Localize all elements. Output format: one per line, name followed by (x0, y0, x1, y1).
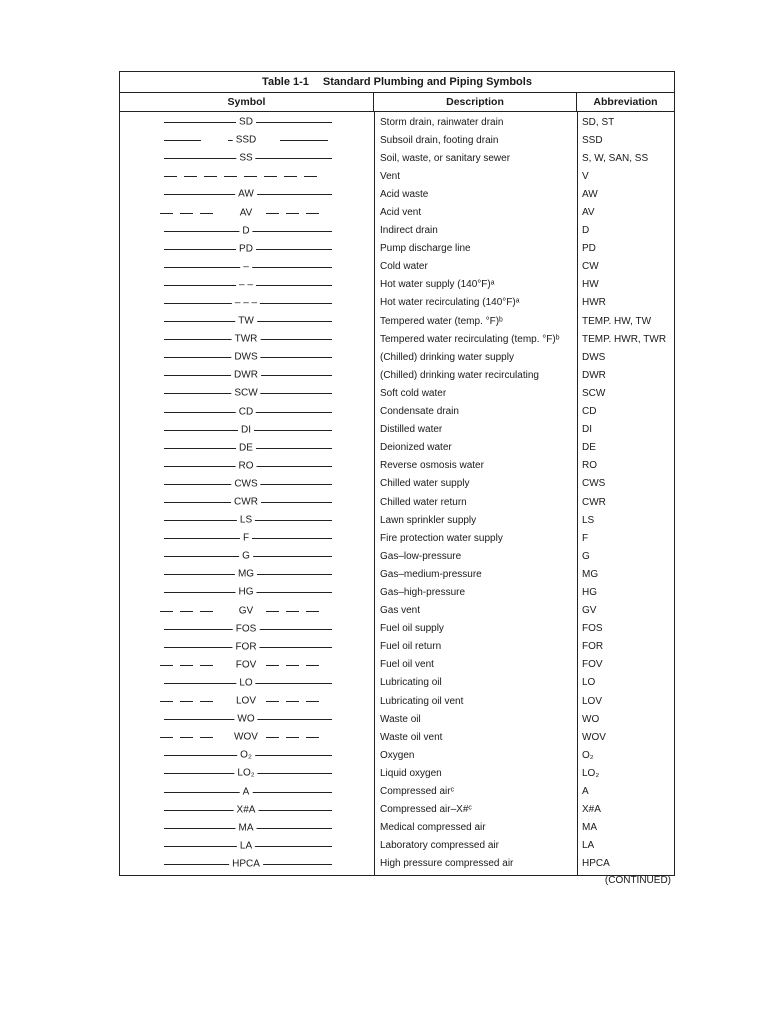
table-row (120, 312, 674, 330)
symbol-label: G (239, 551, 253, 562)
abbreviation-cell: HPCA (582, 858, 610, 870)
abbreviation-cell: SSD (582, 134, 603, 146)
description-cell: Soil, waste, or sanitary sewer (380, 152, 511, 164)
symbol-cell (120, 493, 374, 511)
symbol-cell (120, 348, 374, 366)
abbreviation-cell: AV (582, 207, 595, 219)
pipe-dash-segment (306, 665, 319, 666)
pipe-dash-segment (266, 611, 279, 612)
table-title: Standard Plumbing and Piping Symbols (322, 76, 532, 88)
abbreviation-cell: SCW (582, 387, 606, 399)
symbol-cell (120, 131, 374, 149)
pipe-dash-segment (286, 665, 299, 666)
abbreviation-cell: V (582, 170, 589, 182)
pipe-dash-segment (306, 737, 319, 738)
table-number: Table 1-1 (262, 76, 309, 88)
symbol-label: LS (237, 514, 255, 525)
description-cell: Pump discharge line (380, 243, 471, 255)
pipe-dash-segment (264, 176, 277, 177)
symbol-cell (120, 384, 374, 402)
abbreviation-cell: S, W, SAN, SS (582, 152, 649, 164)
symbol-cell (120, 330, 374, 348)
description-cell: Cold water (380, 261, 428, 273)
pipe-line-segment (164, 140, 201, 141)
pipe-dash-segment (164, 176, 177, 177)
description-cell: Acid vent (380, 207, 422, 219)
symbol-cell (120, 439, 374, 457)
abbreviation-cell: RO (582, 460, 597, 472)
description-cell: Hot water supply (140°F)ᵃ (380, 279, 495, 291)
table-row (120, 222, 674, 240)
abbreviation-cell: D (582, 225, 590, 237)
symbol-cell (120, 602, 374, 620)
table-row (120, 746, 674, 764)
symbol-cell (120, 674, 374, 692)
pipe-dash-segment (306, 611, 319, 612)
table-row (120, 167, 674, 185)
symbol-label: X#A (234, 804, 259, 815)
table-row (120, 565, 674, 583)
symbol-label: CD (236, 406, 256, 417)
table-row (120, 837, 674, 855)
description-cell: (Chilled) drinking water recirculating (380, 369, 539, 381)
symbol-label: – – – (232, 297, 260, 308)
table-row (120, 782, 674, 800)
symbol-label: LO (236, 677, 255, 688)
description-cell: Gas–medium-pressure (380, 568, 482, 580)
abbreviation-cell: MA (582, 822, 597, 834)
symbol-cell (120, 475, 374, 493)
symbol-cell (120, 222, 374, 240)
pipe-dash-segment (200, 213, 213, 214)
description-cell: Chilled water supply (380, 478, 470, 490)
description-cell: Hot water recirculating (140°F)ᵃ (380, 297, 520, 309)
symbol-label: A (240, 786, 253, 797)
table-row (120, 529, 674, 547)
pipe-dash-segment (266, 665, 279, 666)
pipe-dash-segment (184, 176, 197, 177)
description-cell: Fuel oil return (380, 641, 442, 653)
symbol-cell (120, 583, 374, 601)
table-row (120, 258, 674, 276)
description-cell: Medical compressed air (380, 822, 486, 834)
table-row (120, 403, 674, 421)
symbol-cell (120, 149, 374, 167)
abbreviation-cell: DI (582, 424, 592, 436)
pipe-dash-segment (180, 213, 193, 214)
description-cell: Deionized water (380, 442, 452, 454)
symbol-cell (120, 529, 374, 547)
abbreviation-cell: CW (582, 261, 599, 273)
description-cell: Lawn sprinkler supply (380, 514, 477, 526)
pipe-dash-segment (284, 176, 297, 177)
pipe-line-segment (280, 140, 328, 141)
table-row (120, 674, 674, 692)
description-cell: Compressed airᶜ (380, 786, 455, 798)
symbol-label: MA (236, 822, 257, 833)
table-row (120, 366, 674, 384)
symbol-label: F (240, 532, 252, 543)
description-cell: Laboratory compressed air (380, 840, 499, 852)
symbol-cell (120, 547, 374, 565)
pipe-dash-segment (306, 213, 319, 214)
symbol-label: RO (236, 460, 257, 471)
pipe-dash-segment (286, 701, 299, 702)
description-cell: Lubricating oil (380, 677, 442, 689)
pipe-dash-segment (204, 176, 217, 177)
symbol-cell (120, 746, 374, 764)
description-cell: Indirect drain (380, 225, 438, 237)
symbol-label: FOS (233, 623, 260, 634)
table-row (120, 801, 674, 819)
symbol-cell (120, 855, 374, 873)
pipe-dash-segment (304, 176, 317, 177)
abbreviation-cell: PD (582, 243, 596, 255)
pipe-dash-segment (160, 701, 173, 702)
symbol-cell (120, 710, 374, 728)
symbol-cell (120, 819, 374, 837)
table-row (120, 439, 674, 457)
abbreviation-cell: X#A (582, 804, 601, 816)
table-row (120, 638, 674, 656)
symbol-label: PD (236, 243, 256, 254)
symbol-label: FOV (233, 659, 260, 670)
pipe-dash-segment (244, 176, 257, 177)
symbol-label: DWS (231, 352, 260, 363)
pipe-dash-segment (286, 611, 299, 612)
symbol-label: AV (237, 207, 256, 218)
description-cell: Distilled water (380, 424, 443, 436)
abbreviation-cell: HG (582, 586, 597, 598)
table-row (120, 294, 674, 312)
table-row (120, 240, 674, 258)
table-row (120, 583, 674, 601)
table-row (120, 131, 674, 149)
description-cell: Tempered water recirculating (temp. °F)ᵇ (380, 333, 560, 345)
symbol-cell (120, 276, 374, 294)
abbreviation-cell: F (582, 532, 589, 544)
table-row (120, 710, 674, 728)
symbol-cell (120, 620, 374, 638)
symbol-cell (120, 565, 374, 583)
description-cell: Gas–high-pressure (380, 586, 466, 598)
abbreviation-cell: LS (582, 514, 595, 526)
symbol-label: DE (236, 442, 256, 453)
abbreviation-cell: TEMP. HWR, TWR (582, 333, 667, 345)
symbol-cell (120, 656, 374, 674)
abbreviation-cell: CWR (582, 496, 606, 508)
pipe-dash-segment (286, 213, 299, 214)
abbreviation-cell: LOV (582, 695, 603, 707)
continued-note: (CONTINUED) (604, 875, 671, 886)
symbol-label: D (239, 225, 252, 236)
symbol-cell (120, 185, 374, 203)
symbol-cell (120, 312, 374, 330)
table-row (120, 728, 674, 746)
description-cell: Oxygen (380, 749, 415, 761)
symbol-label: TWR (232, 333, 261, 344)
abbreviation-cell: HWR (582, 297, 606, 309)
pipe-dash-segment (160, 611, 173, 612)
abbreviation-cell: GV (582, 605, 597, 617)
pipe-dash-segment (306, 701, 319, 702)
symbol-cell (120, 113, 374, 131)
symbol-label: LA (237, 840, 255, 851)
pipe-dash-segment (160, 737, 173, 738)
table-row (120, 113, 674, 131)
symbol-label: – – (236, 279, 256, 290)
symbol-label: SS (236, 153, 255, 164)
table-row (120, 602, 674, 620)
table-row (120, 203, 674, 221)
description-cell: Liquid oxygen (380, 767, 442, 779)
abbreviation-cell: WOV (582, 731, 606, 743)
symbol-label: – (240, 261, 252, 272)
table-row (120, 276, 674, 294)
header-symbol: Symbol (120, 93, 374, 111)
pipe-dash-segment (224, 176, 237, 177)
table-row (120, 348, 674, 366)
symbol-cell (120, 782, 374, 800)
pipe-dash-segment (200, 611, 213, 612)
symbol-label: DI (238, 424, 254, 435)
symbol-label: AW (235, 189, 257, 200)
symbol-label: SCW (231, 388, 260, 399)
description-cell: (Chilled) drinking water supply (380, 351, 514, 363)
description-cell: Compressed air–X#ᶜ (380, 804, 472, 816)
pipe-dash-segment (200, 701, 213, 702)
abbreviation-cell: DE (582, 442, 596, 454)
description-cell: Condensate drain (380, 406, 459, 418)
pipe-dash-segment (286, 737, 299, 738)
table-row (120, 149, 674, 167)
symbol-cell (120, 167, 374, 185)
description-cell: Waste oil vent (380, 731, 443, 743)
symbol-label: CWR (231, 496, 261, 507)
symbol-label: SSD (233, 134, 260, 145)
pipe-dash-segment (160, 665, 173, 666)
symbol-cell (120, 203, 374, 221)
table-row (120, 475, 674, 493)
symbol-label: LOV (233, 695, 259, 706)
table-title-bar (120, 72, 674, 93)
description-cell: Soft cold water (380, 387, 447, 399)
table-row (120, 185, 674, 203)
table-row (120, 819, 674, 837)
symbol-label: WOV (231, 732, 261, 743)
table-row (120, 493, 674, 511)
symbol-label: DWR (231, 370, 261, 381)
abbreviation-cell: LA (582, 840, 595, 852)
table-row (120, 692, 674, 710)
symbol-label: HG (236, 587, 257, 598)
symbol-cell (120, 258, 374, 276)
abbreviation-cell: LO₂ (582, 767, 600, 779)
description-cell: Subsoil drain, footing drain (380, 134, 499, 146)
abbreviation-cell: HW (582, 279, 599, 291)
abbreviation-cell: O₂ (582, 749, 594, 761)
abbreviation-cell: CD (582, 406, 597, 418)
pipe-dash-segment (200, 665, 213, 666)
symbol-cell (120, 421, 374, 439)
description-cell: Storm drain, rainwater drain (380, 116, 504, 128)
description-cell: Waste oil (380, 713, 421, 725)
description-cell: Fire protection water supply (380, 532, 503, 544)
symbol-cell (120, 837, 374, 855)
table-row (120, 511, 674, 529)
table-row (120, 421, 674, 439)
table-row (120, 457, 674, 475)
table-row (120, 330, 674, 348)
symbol-label: CWS (231, 478, 260, 489)
symbol-cell (120, 728, 374, 746)
abbreviation-cell: DWS (582, 351, 606, 363)
symbol-cell (120, 403, 374, 421)
symbol-label: SD (236, 116, 256, 127)
description-cell: Acid waste (380, 188, 429, 200)
table-row (120, 764, 674, 782)
pipe-dash-segment (266, 213, 279, 214)
symbol-cell (120, 240, 374, 258)
header-abbreviation: Abbreviation (593, 96, 658, 108)
description-cell: Fuel oil supply (380, 623, 444, 635)
table-body (120, 112, 674, 875)
description-cell: Chilled water return (380, 496, 467, 508)
symbol-cell (120, 366, 374, 384)
description-cell: Tempered water (temp. °F)ᵇ (380, 315, 503, 327)
pipe-dash-segment (200, 737, 213, 738)
table-row (120, 855, 674, 873)
abbreviation-cell: FOR (582, 641, 604, 653)
symbol-label: LO₂ (234, 768, 257, 779)
abbreviation-cell: G (582, 550, 590, 562)
description-cell: High pressure compressed air (380, 858, 514, 870)
symbol-cell (120, 457, 374, 475)
symbol-label: HPCA (229, 858, 263, 869)
description-cell: Vent (380, 170, 401, 182)
pipe-dash-segment (266, 701, 279, 702)
symbol-label: FOR (232, 641, 259, 652)
table-row (120, 620, 674, 638)
symbol-label: TW (235, 315, 257, 326)
table-row (120, 656, 674, 674)
symbol-label: GV (236, 605, 256, 616)
abbreviation-cell: SD, ST (582, 116, 615, 128)
symbols-table (119, 71, 675, 876)
symbol-cell (120, 511, 374, 529)
abbreviation-cell: A (582, 786, 589, 798)
table-row (120, 547, 674, 565)
table-row (120, 384, 674, 402)
description-cell: Gas–low-pressure (380, 550, 462, 562)
pipe-dash-segment (180, 665, 193, 666)
table-header-row (120, 93, 674, 112)
symbol-cell (120, 638, 374, 656)
symbol-label: MG (235, 569, 257, 580)
symbol-label: O₂ (237, 750, 255, 761)
pipe-dash-segment (266, 737, 279, 738)
symbol-label: WO (234, 713, 257, 724)
description-cell: Fuel oil vent (380, 659, 434, 671)
description-cell: Reverse osmosis water (380, 460, 484, 472)
description-cell: Lubricating oil vent (380, 695, 464, 707)
header-description: Description (374, 93, 577, 111)
pipe-dash-segment (180, 611, 193, 612)
pipe-dash-segment (160, 213, 173, 214)
description-cell: Gas vent (380, 605, 421, 617)
abbreviation-cell: FOV (582, 659, 603, 671)
abbreviation-cell: TEMP. HW, TW (582, 315, 652, 327)
pipe-dash-segment (180, 701, 193, 702)
symbol-cell (120, 692, 374, 710)
symbol-cell (120, 801, 374, 819)
pipe-dash-segment (180, 737, 193, 738)
symbol-cell (120, 764, 374, 782)
abbreviation-cell: LO (582, 677, 596, 689)
abbreviation-cell: CWS (582, 478, 606, 490)
abbreviation-cell: WO (582, 713, 600, 725)
abbreviation-cell: DWR (582, 369, 606, 381)
abbreviation-cell: MG (582, 568, 599, 580)
abbreviation-cell: FOS (582, 623, 603, 635)
abbreviation-cell: AW (582, 188, 598, 200)
symbol-cell (120, 294, 374, 312)
